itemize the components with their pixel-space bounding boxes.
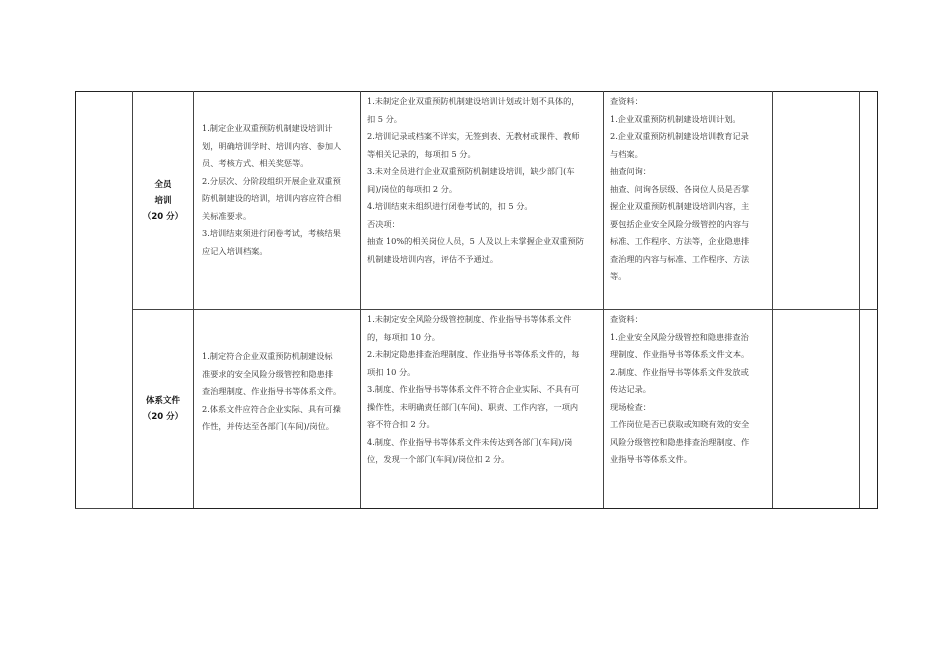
deduction-line: 机制建设培训内容，评估不予通过。 [367,253,499,264]
method-line: 业指导书等体系文件。 [610,454,692,464]
score-cell [773,310,860,509]
table-row-system-documents [76,310,878,509]
deduction-line: 2.培训记录或档案不详实，无签到表、无教材或课件、教师 [367,131,580,141]
deduction-line: 4.制度、作业指导书等体系文件未传达到各部门(车间)/岗 [367,436,573,447]
section-cell [76,92,133,509]
deduction-line: 等相关记录的，每项扣 5 分。 [367,148,476,159]
standard-line: 划，明确培训学时、培训内容、参加人 [202,140,342,151]
method-line: 工作岗位是否已获取或知晓有效的安全 [610,419,750,429]
standard-cell [194,310,361,509]
method-cell [604,310,773,509]
standard-line: 1.制定符合企业双重预防机制建设标 [202,351,333,361]
deduction-line: 否决项： [367,218,400,229]
standard-line: 应记入培训档案。 [202,245,268,256]
deduction-line: 1.未制定安全风险分级管控制度、作业指导书等体系文件 [367,314,572,324]
standard-line: 准要求的安全风险分级管控和隐患排 [202,368,334,379]
method-line: 握企业双重预防机制建设培训内容，主 [610,201,750,211]
category-name: 体系文件 [145,396,180,406]
standard-line: 员、考核方式、相关奖惩等。 [202,158,309,168]
deduction-line: 间)/岗位的每项扣 2 分。 [367,183,458,194]
remarks-cell [860,92,878,310]
method-cell [604,92,773,310]
method-line: 1.企业双重预防机制建设培训计划。 [610,113,741,124]
category-score: （20 分） [142,412,184,422]
method-line: 与档案。 [610,148,643,159]
standard-line: 2.体系文件应符合企业实际、具有可操 [202,403,341,414]
method-line: 传达记录。 [610,384,651,394]
remarks-cell [860,310,878,509]
standard-line: 3.培训结束须进行闭卷考试，考核结果 [202,228,341,238]
deduction-line: 2.未制定隐患排查治理制度、作业指导书等体系文件的，每 [367,349,580,359]
standard-line: 2.分层次、分阶段组织开展企业双重预 [202,175,341,186]
deduction-line: 扣 5 分。 [367,113,402,124]
evaluation-table [75,91,878,509]
category-cell-training [133,92,194,310]
method-line: 现场检查： [610,401,651,412]
method-line: 查治理的内容与标准、工作程序、方法 [610,253,750,264]
method-line: 查资料： [610,96,643,106]
category-name: 培训 [154,195,172,206]
standard-line: 防机制建设的培训，培训内容应符合相 [202,193,342,203]
deduction-line: 1.未制定企业双重预防机制建设培训计划或计划不具体的， [367,96,580,106]
method-line: 查资料： [610,314,643,324]
standard-line: 关标准要求。 [202,210,252,221]
method-line: 标准、工作程序、方法等，企业隐患排 [610,236,750,246]
deduction-line: 3.未对全员进行企业双重预防机制建设培训，缺少部门(车 [367,166,575,176]
deduction-cell [361,310,604,509]
category-name: 全员 [154,179,172,190]
category-score: （20 分） [142,211,184,222]
deduction-line: 3.制度、作业指导书等体系文件不符合企业实际、不具有可 [367,384,580,394]
method-line: 2.企业双重预防机制建设培训教育记录 [610,131,749,141]
standard-line: 作性，并传达至各部门(车间)/岗位。 [202,421,334,431]
deduction-line: 项扣 10 分。 [367,366,416,377]
score-cell [773,92,860,310]
standard-line: 1.制定企业双重预防机制建设培训计 [202,123,333,133]
standard-line: 查治理制度、作业指导书等体系文件。 [202,386,342,396]
deduction-line: 位，发现一个部门(车间)/岗位扣 2 分。 [367,454,510,464]
deduction-cell [361,92,604,310]
method-line: 抽查问询： [610,166,651,176]
method-line: 抽查、问询各层级、各岗位人员是否掌 [610,183,750,194]
method-line: 风险分级管控和隐患排查治理制度、作 [610,436,750,447]
deduction-line: 4.培训结束未组织进行闭卷考试的，扣 5 分。 [367,201,533,211]
method-line: 2.制度、作业指导书等体系文件发放或 [610,366,749,377]
method-line: 要包括企业安全风险分级管控的内容与 [610,218,750,229]
deduction-line: 操作性，未明确责任部门(车间)、职责、工作内容，一项内 [367,401,579,412]
standard-cell [194,92,361,310]
deduction-line: 容不符合扣 2 分。 [367,419,435,429]
deduction-line: 的，每项扣 10 分。 [367,331,440,342]
table-row-training [76,92,878,310]
category-cell-system-documents [133,310,194,509]
method-line: 理制度、作业指导书等体系文件文本。 [610,349,750,359]
deduction-line: 抽查 10%的相关岗位人员，5 人及以上未掌握企业双重预防 [367,236,584,246]
method-line: 1.企业安全风险分级管控和隐患排查治 [610,331,749,342]
method-line: 等。 [610,271,627,281]
